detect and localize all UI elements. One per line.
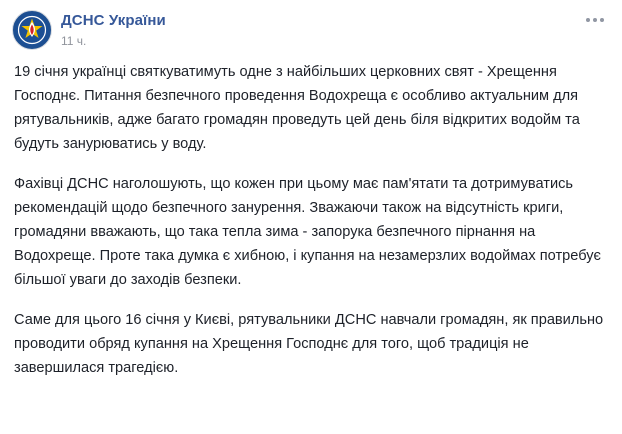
dsns-emblem-icon xyxy=(15,13,49,47)
header-text xyxy=(61,10,166,49)
more-dot xyxy=(600,18,604,22)
post-header xyxy=(0,0,622,58)
post-paragraph: Саме для цього 16 січня у Києві, рятувальники ДСНС навчали громадян, як правильно проводити обряд купання на Хрещення Господнє для того, щоб традиція не завершилася трагедією. xyxy=(14,312,604,376)
page-name[interactable]: ДСНС України xyxy=(61,12,166,29)
post-timestamp[interactable]: 11 ч. xyxy=(61,34,87,48)
avatar[interactable] xyxy=(12,10,52,50)
more-dot xyxy=(586,18,590,22)
post-body xyxy=(0,58,622,380)
more-options-icon[interactable] xyxy=(582,14,608,26)
more-dot xyxy=(593,18,597,22)
post-paragraph: 19 січня українці святкуватимуть одне з найбільших церковних свят - Хрещення Господнє. Питання безпечного проведення Водохреща є особливо актуальним для рятувальників, адже багато громадян проведуть цей день біля відкритих водойм та будуть занурюватись у воду. xyxy=(14,64,580,152)
post-paragraph: Фахівці ДСНС наголошують, що кожен при цьому має пам'ятати та дотримуватись рекомендацій щодо безпечного занурення. Зважаючи також на відсутність криги, громадяни вважають, що така тепла зима - запорука безпечного пірнання на Водохреще. Проте така думка є хибною, і купання на незамерзлих водоймах потребує більшої уваги до заходів безпеки. xyxy=(14,176,601,288)
